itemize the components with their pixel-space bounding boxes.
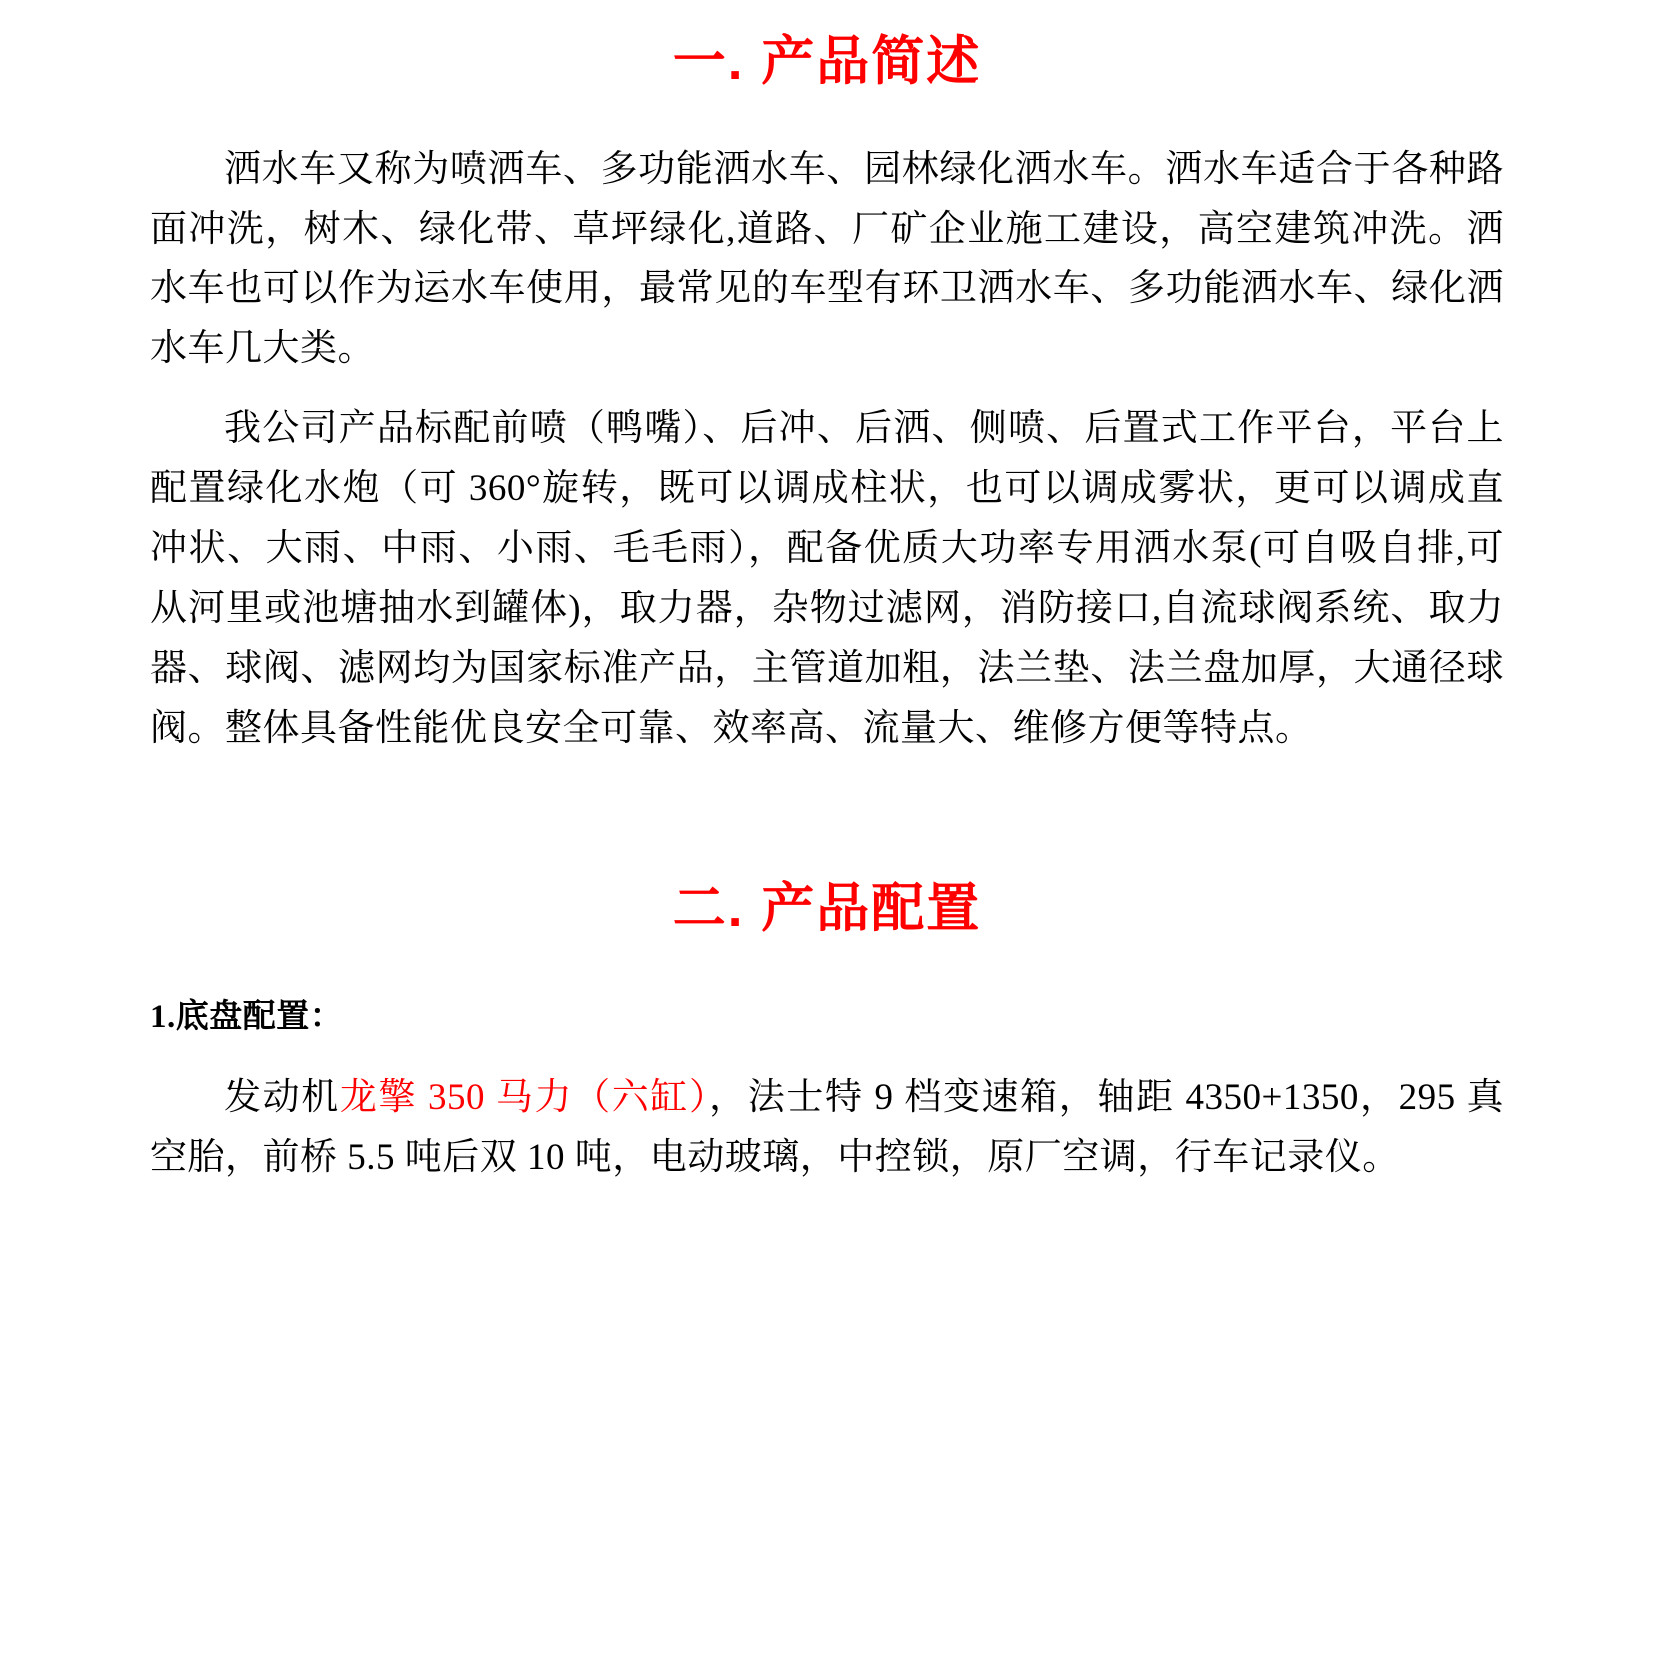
label-body-spacer — [150, 1042, 1504, 1068]
subsection-chassis-body — [150, 1068, 1504, 1188]
chassis-text-after: ，法士特 9 档变速箱，轴距 4350+1350，295 真空胎，前桥 5.5 吨后双 10 吨，电动玻璃，中控锁，原厂空调，行车记录仪。 — [150, 1077, 1505, 1178]
chassis-text-before: 发动机 — [224, 1077, 340, 1119]
subsection-chassis-label: 1.底盘配置： — [150, 998, 344, 1035]
section-1-heading: 一. 产品简述 — [672, 32, 982, 91]
subsection-spacer — [150, 941, 1504, 993]
section-spacer — [150, 759, 1504, 877]
section-1-paragraph-1: 洒水车又称为喷洒车、多功能洒水车、园林绿化洒水车。洒水车适合于各种路面冲洗，树木、绿化带、草坪绿化,道路、厂矿企业施工建设，高空建筑冲洗。洒水车也可以作为运水车使用，最常见的车型有环卫洒水车、多功能洒水车、绿化洒水车几大类。 — [150, 148, 1504, 370]
section-1-body — [150, 140, 1504, 759]
section-2-heading: 二. 产品配置 — [672, 878, 982, 938]
chassis-engine-highlight: 龙擎 350 马力（六缸） — [339, 1077, 710, 1119]
section-1-paragraph-2: 我公司产品标配前喷（鸭嘴）、后冲、后洒、侧喷、后置式工作平台，平台上配置绿化水炮（可 360°旋转，既可以调成柱状，也可以调成雾状，更可以调成直冲状、大雨、中雨、小雨、毛毛雨），配备优质大功率专用洒水泵(可自吸自排,可从河里或池塘抽水到罐体)，取力器，杂物过滤网，消防接口,自流球阀系统、取力器、球阀、滤网均为国家标准产品，主管道加粗，法兰垫、法兰盘加厚，大通径球阀。整体具备性能优良安全可靠、效率高、流量大、维修方便等特点。 — [150, 408, 1504, 750]
document-page — [0, 30, 1654, 1679]
